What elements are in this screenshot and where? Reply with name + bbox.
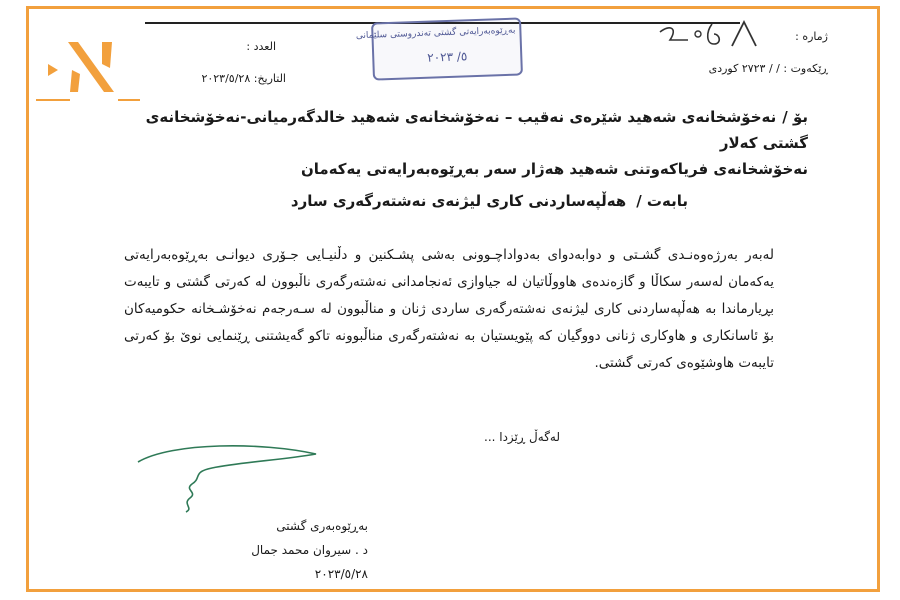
official-stamp bbox=[355, 17, 523, 80]
subject-line bbox=[188, 192, 688, 210]
signatory-name: د . سیروان محمد جمال bbox=[251, 543, 368, 557]
handwritten-number bbox=[656, 18, 766, 58]
signatory-title: بەڕێوەبەری گشتی bbox=[276, 519, 368, 533]
stamp-line-1: بەڕێوەبەرایەتی گشتی تەندروستی سلێمانی bbox=[355, 25, 516, 42]
recipient-block bbox=[108, 104, 808, 182]
date-row bbox=[709, 62, 828, 75]
recipient-line-2: نەخۆشخانەی فریاکەوتنی شەهید هەژار سەر بەڕێوەبەرایەتی یەکەمان bbox=[300, 160, 808, 178]
stamp-line-2: ٥/ ٢٠٢٣ bbox=[427, 49, 468, 65]
number-row bbox=[795, 30, 828, 43]
signature-scribble bbox=[132, 438, 322, 516]
arabic-reference-block bbox=[156, 40, 286, 90]
count-label: العدد : bbox=[246, 40, 276, 53]
arabic-date-value: ٢٠٢٣/٥/٢٨ bbox=[201, 72, 251, 85]
news-logo-icon bbox=[44, 28, 140, 108]
signatory-date: ٢٠٢٣/٥/٢٨ bbox=[314, 567, 368, 581]
subject-label: بابەت / bbox=[636, 192, 688, 210]
arabic-date-label: التاريخ: bbox=[253, 72, 286, 85]
recipient-line-1 bbox=[108, 104, 808, 156]
closing-greeting: لەگەڵ ڕێزدا ... bbox=[484, 430, 560, 444]
date-label: ڕێکەوت : bbox=[783, 62, 828, 75]
signatory-block bbox=[158, 514, 368, 586]
logo-underline-left bbox=[36, 99, 70, 101]
recipient-label: بۆ / bbox=[782, 108, 808, 126]
recipient-text-1: نەخۆشخانەی شەهید شێرەی نەقیب – نەخۆشخانەی شەهید خالدگەرمیانی-نەخۆشخانەی گشتی کەلار bbox=[145, 108, 808, 152]
arabic-date-row bbox=[201, 72, 286, 85]
logo-underline-right bbox=[118, 99, 140, 101]
number-label: ژمارە : bbox=[795, 30, 828, 43]
subject-text: هەڵپەساردنی کاری لیژنەی نەشتەرگەری سارد bbox=[290, 192, 627, 210]
date-value: / / ٢٧٢٣ کوردی bbox=[708, 62, 780, 75]
letter-body: لەبەر بەرژەوەنـدی گشـتی و دوابەدوای بەدواداچـوونی بەشی پشـکنین و دڵنیـایی جـۆری دیوانـی بەڕێوەبەرایەتی یەکەمان لەسەر سکاڵا و گازەندەی هاووڵاتیان لە جیاوازی ئەنجامدانی نەشتەرگەری ناڵبوون لە کەرتی گشتی و تایبەت بڕیارماندا بە هەڵپەساردنی کاری لیژنەی نەشتەرگەری ساردی ژنان و مناڵبوون لە سـەرجەم نەخۆشـخانە حکومیەکان بۆ ئاسانکاری و هاوکاری ژنانی دووگیان کە پێویستیان بە نەشتەرگەری مناڵبوونە تاکو گەیشتنی ڕێنمایی نوێ بۆ کەرتی تایبەت هاوشێوەی کەرتی گشتی. bbox=[124, 247, 774, 371]
